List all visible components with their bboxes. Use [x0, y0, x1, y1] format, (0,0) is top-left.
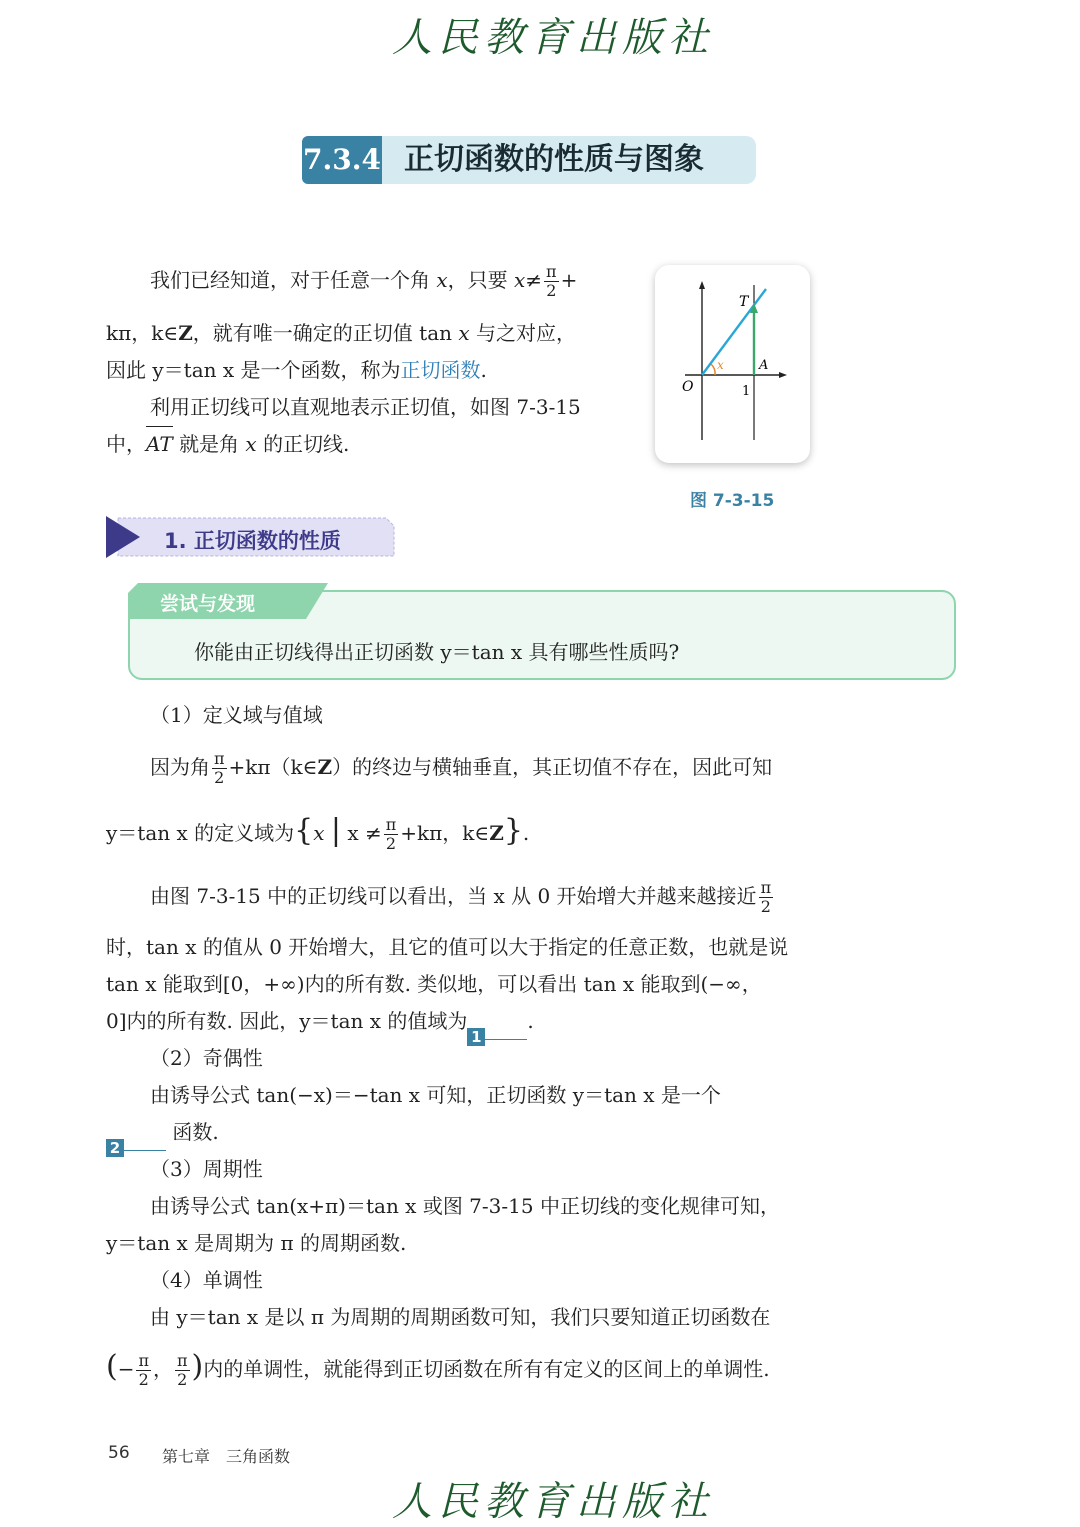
page-number: 56	[108, 1443, 130, 1463]
period-line-2: y＝tan x 是周期为 π 的周期函数.	[106, 1231, 407, 1255]
section-number: 7.3.4	[302, 136, 382, 184]
figure-card	[655, 265, 810, 463]
try-tab-label: 尝试与发现	[160, 593, 256, 615]
intro-line-5: 中，AT 就是角 x 的正切线.	[106, 426, 349, 463]
heading-periodicity: （3）周期性	[150, 1157, 263, 1181]
publisher-logo-bottom: 人民教育出版社	[392, 1479, 714, 1525]
subsection-heading	[106, 516, 396, 558]
try-question: 你能由正切线得出正切函数 y＝tan x 具有哪些性质吗?	[194, 640, 680, 664]
y-axis-arrow	[699, 281, 705, 289]
terminal-side	[702, 289, 769, 375]
blank-2[interactable]: 2	[106, 1128, 166, 1151]
label-angle-x: x	[717, 358, 724, 372]
intro-line-1: 我们已经知道，对于任意一个角 x，只要 x≠ $\frac{\pi}{2}$ +	[150, 262, 578, 300]
intro-line-3: 因此 y＝tan x 是一个函数，称为正切函数.	[106, 358, 487, 382]
label-one: 1	[742, 384, 751, 399]
publisher-logo-top: 人民教育出版社	[392, 15, 714, 61]
range-line-2: 时，tan x 的值从 0 开始增大，且它的值可以大于指定的任意正数，也就是说	[106, 935, 789, 959]
domain-line-1: 因为角 $\frac{\pi}{2}$ +kπ（k∈Z）的终边与横轴垂直，其正切值不存在，因此可知	[150, 749, 773, 787]
angle-arc	[711, 364, 715, 375]
x-axis-arrow	[779, 372, 787, 378]
subsection-label: 1. 正切函数的性质	[164, 529, 341, 553]
label-A: A	[759, 358, 769, 373]
tangent-line-diagram	[655, 265, 810, 463]
blank-1[interactable]: 1	[467, 1017, 527, 1040]
range-line-3: tan x 能取到[0，+∞)内的所有数. 类似地，可以看出 tan x 能取到(−∞，	[106, 972, 762, 996]
label-O: O	[682, 379, 694, 395]
parity-line-1: 由诱导公式 tan(−x)＝−tan x 可知，正切函数 y＝tan x 是一个	[150, 1083, 721, 1107]
heading-monotonicity: （4）单调性	[150, 1268, 263, 1292]
vector-AT: AT	[146, 426, 173, 463]
section-title: 正切函数的性质与图象	[382, 136, 756, 184]
term-tangent-function: 正切函数	[400, 358, 481, 382]
chapter-label: 第七章 三角函数	[162, 1447, 291, 1466]
parity-line-2: 2 函数.	[106, 1114, 219, 1151]
domain-line-2: y＝tan x 的定义域为{x | x ≠ $\frac{\pi}{2}$ +kπ，k∈Z}.	[106, 813, 530, 853]
mono-line-1: 由 y＝tan x 是以 π 为周期的周期函数可知，我们只要知道正切函数在	[150, 1305, 771, 1329]
heading-domain-range: （1）定义域与值域	[150, 703, 323, 727]
intro-line-4: 利用正切线可以直观地表示正切值，如图 7-3-15	[150, 395, 581, 419]
range-line-4: 0]内的所有数. 因此，y＝tan x 的值域为1.	[106, 1009, 534, 1046]
period-line-1: 由诱导公式 tan(x+π)＝tan x 或图 7-3-15 中正切线的变化规律可知，	[150, 1194, 780, 1218]
figure-caption: 图 7-3-15	[690, 491, 775, 511]
mono-line-2: (− $\frac{\pi}{2}$ ， $\frac{\pi}{2}$ )内的单调性，就能得到正切函数在所有有定义的区间上的单调性.	[106, 1349, 770, 1389]
intro-line-2: kπ，k∈Z，就有唯一确定的正切值 tan x 与之对应，	[106, 321, 576, 345]
range-line-1: 由图 7-3-15 中的正切线可以看出，当 x 从 0 开始增大并越来越接近 $\frac{\pi}{2}$	[150, 878, 772, 916]
label-T: T	[739, 294, 749, 310]
heading-parity: （2）奇偶性	[150, 1046, 263, 1070]
